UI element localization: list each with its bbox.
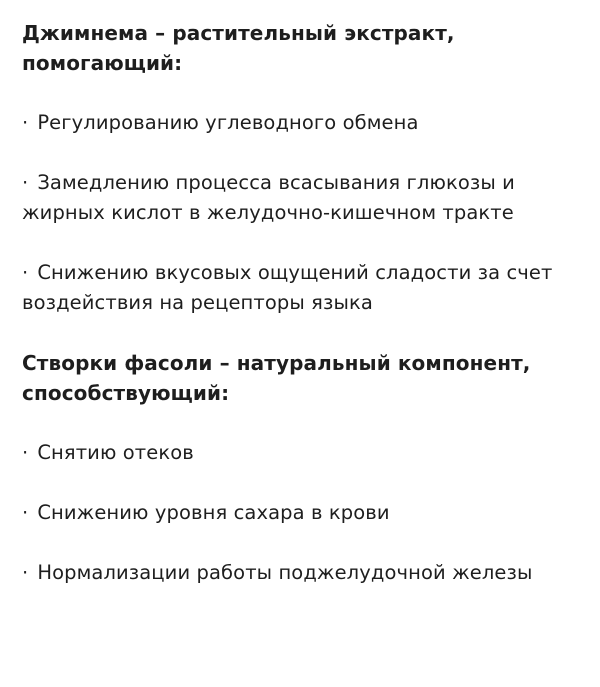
list-item-text: Замедлению процесса всасывания глюкозы и жирных кислот в желудочно-кишечном тракте (22, 171, 515, 224)
bullet-icon: · (22, 261, 29, 284)
bullet-icon: · (22, 111, 29, 134)
bullet-icon: · (22, 441, 29, 464)
bullet-list-bean-pods (22, 438, 582, 588)
section-title-gymnema: Джимнема – растительный экстракт, помогающий: (22, 21, 455, 75)
list-item (22, 168, 582, 228)
bullet-icon: · (22, 171, 29, 194)
list-item (22, 498, 582, 528)
list-item-text: Нормализации работы поджелудочной железы (37, 561, 533, 584)
bullet-icon: · (22, 561, 29, 584)
list-item (22, 258, 582, 318)
list-item (22, 108, 582, 138)
list-item (22, 558, 582, 588)
bullet-icon: · (22, 501, 29, 524)
list-item-text: Снижению уровня сахара в крови (37, 501, 390, 524)
section-title-bean-pods: Створки фасоли – натуральный компонент, способствующий: (22, 351, 531, 405)
list-item (22, 438, 582, 468)
section-gymnema (22, 18, 582, 318)
list-item-text: Снижению вкусовых ощущений сладости за счет воздействия на рецепторы языка (22, 261, 553, 314)
list-item-text: Регулированию углеводного обмена (37, 111, 419, 134)
list-item-text: Снятию отеков (37, 441, 194, 464)
section-bean-pods (22, 348, 582, 588)
bullet-list-gymnema (22, 108, 582, 318)
